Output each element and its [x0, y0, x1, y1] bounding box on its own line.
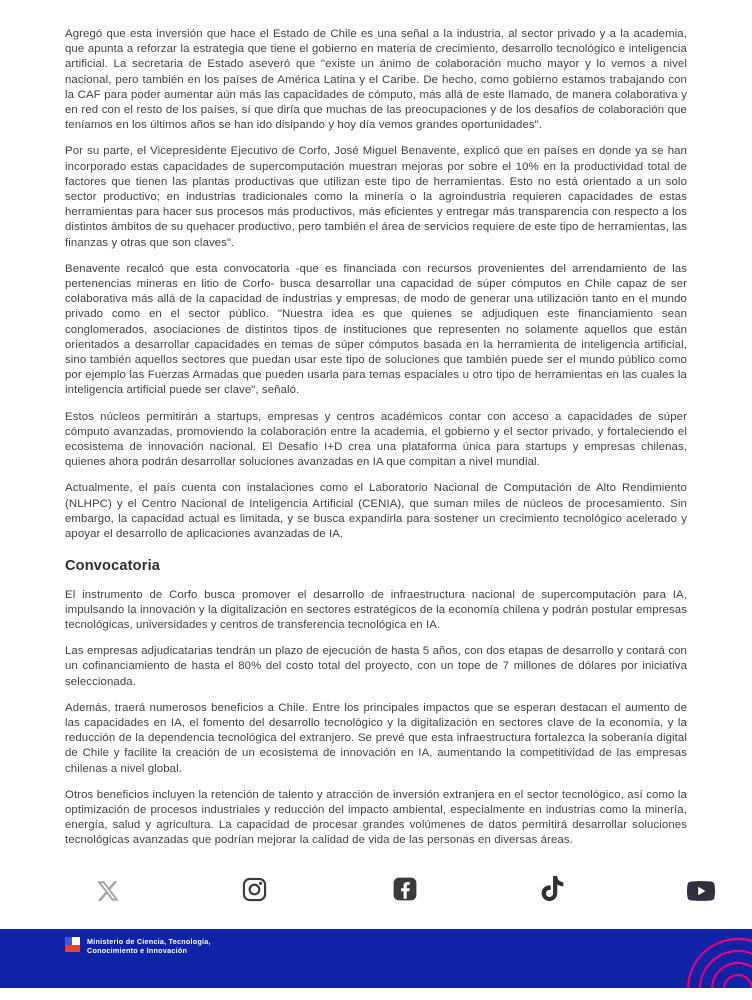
ministry-name-line2: Conocimiento e Innovación	[87, 946, 188, 955]
article-paragraph: Otros beneficios incluyen la retención de talento y atracción de inversión extranjera en el sector tecnológico, así como la optimización de procesos industriales y reducción del impacto ambiental, especialmente en industrias como la minería, energía, salud y agricultura. La capacidad de procesar grandes volúmenes de datos permitirá desarrollar soluciones tecnológicas avanzadas que podrían mejorar la calidad de vida de las personas en diversas áreas.	[65, 788, 687, 847]
tiktok-icon	[538, 876, 566, 901]
article-paragraph: Por su parte, el Vicepresidente Ejecutivo de Corfo, José Miguel Benavente, explicó que en países en donde ya se han incorporado estas capacidades de supercomputación muestran mejoras por sobre el 10% en la productividad total de factores que tienen las plantas productivas que utilizan este tipo de herramientas. Esto no está orientado a un solo sector productivo; en industrias tradicionales como la minería o la agroindustria requieren capacidades de estas herramientas para hacer sus procesos más productivos, más eficientes y entregar más transparencia con respecto a los distintos ámbitos de su quehacer productivo, pero también el área de servicios requiere de este tipo de herramientas, las finanzas y otras que son claves".	[65, 145, 687, 249]
facebook-social-link[interactable]	[391, 876, 419, 904]
facebook-icon	[391, 876, 419, 902]
article-paragraph: Las empresas adjudicatarias tendrán un plazo de ejecución de hasta 5 años, con dos etapas de desarrollo y contará con un cofinanciamiento de hasta el 80% del costo total del proyecto, con un tope de 7 millones de dólares por iniciativa seleccionada.	[65, 645, 687, 688]
article-paragraph: Además, traerá numerosos beneficios a Chile. Entre los principales impactos que se esperan destacan el aumento de las capacidades en IA, el fomento del desarrollo tecnológico y la digitalización en sectores clave de la economía, y la reducción de la dependencia tecnológica del extranjero. Se prevé que esta infraestructura fortalezca la soberanía digital de Chile y facilite la creación de un ecosistema de innovación en IA, aumentando la competitividad de las empresas chilenas a nivel global.	[65, 701, 687, 775]
decorative-circles-icon	[642, 929, 752, 988]
instagram-icon	[240, 876, 268, 903]
chile-flag-icon	[65, 937, 80, 952]
ministry-name-line1: Ministerio de Ciencia, Tecnología,	[87, 937, 211, 946]
ministry-name	[87, 937, 211, 955]
footer	[0, 929, 752, 988]
tiktok-social-link[interactable]	[538, 876, 566, 904]
youtube-icon	[687, 877, 715, 905]
gobierno-de-chile-logo	[65, 937, 211, 955]
social-links-row	[0, 876, 752, 906]
youtube-social-link[interactable]	[687, 876, 715, 904]
x-icon	[94, 879, 122, 903]
article-paragraph: Actualmente, el país cuenta con instalaciones como el Laboratorio Nacional de Computación de Alto Rendimiento (NLHPC) y el Centro Nacional de Inteligencia Artificial (CENIA), que suman miles de núcleos de procesamiento. Sin embargo, la capacidad actual es limitada, y se busca expandirla para sostener un crecimiento tecnológico acelerado y apoyar el desarrollo de aplicaciones avanzadas de IA.	[65, 482, 687, 541]
x-social-link[interactable]	[94, 876, 122, 904]
instagram-social-link[interactable]	[240, 876, 268, 904]
article-paragraph: Agregó que esta inversión que hace el Estado de Chile es una señal a la industria, al sector privado y a la academia, que apunta a reforzar la estrategia que tiene el gobierno en materia de crecimiento, desarrollo tecnológico e inteligencia artificial. La secretaria de Estado aseveró que "existe un ánimo de colaboración mucho mayor y lo vemos a nivel nacional, pero también en los países de América Latina y el Caribe. De hecho, como gobierno estamos trabajando con la CAF para poder aumentar aún más las capacidades de cómputo, más allá de este llamado, de manera colaborativa y en red con el resto de los países, sí que diría que muchas de las preocupaciones y de los desafíos de colaboración que teníamos en los últimos años se han ido disipando y hoy día vemos grandes oportunidades".	[65, 28, 687, 132]
article-paragraph: Estos núcleos permitirán a startups, empresas y centros académicos contar con acceso a capacidades de súper cómputo avanzadas, promoviendo la colaboración entre la academia, el gobierno y el sector privado, y fortaleciendo el ecosistema de innovación nacional. El Desafío I+D crea una plataforma única para startups y empresas chilenas, quienes ahora podrán desarrollar soluciones avanzadas en IA que compitan a nivel mundial.	[65, 410, 687, 469]
article-paragraph: El instrumento de Corfo busca promover el desarrollo de infraestructura nacional de supercomputación para IA, impulsando la innovación y la digitalización en sectores estratégicos de la economía chilena y podrán postular empresas tecnológicas, universidades y centros de transferencia tecnológica en IA.	[65, 588, 687, 631]
section-heading-convocatoria: Convocatoria	[65, 558, 161, 575]
article-body	[65, 27, 687, 860]
article-paragraph: Benavente recalcó que esta convocatoria -que es financiada con recursos provenientes del arrendamiento de las pertenencias mineras en litio de Corfo- busca desarrollar una capacidad de súper cómputos en Chile capaz de ser colaborativa más allá de la capacidad de industrias y empresas, de modo de generar una utilización tanto en el mundo privado como en el sector público. "Nuestra idea es que quienes se adjudiquen este financiamiento sean conglomerados, asociaciones de distintos tipos de instituciones que representen no solamente aquellos que están orientados a desarrollar capacidades en temas de súper cómputos basada en la herramienta de inteligencia artificial, sino también aquellos sectores que puedan usar este tipo de soluciones que también puede ser el mundo público como por ejemplo las Fuerzas Armadas que pueden usarla para temas espaciales u otro tipo de herramientas en las cuales la inteligencia artificial puede ser clave", señaló.	[65, 262, 687, 397]
